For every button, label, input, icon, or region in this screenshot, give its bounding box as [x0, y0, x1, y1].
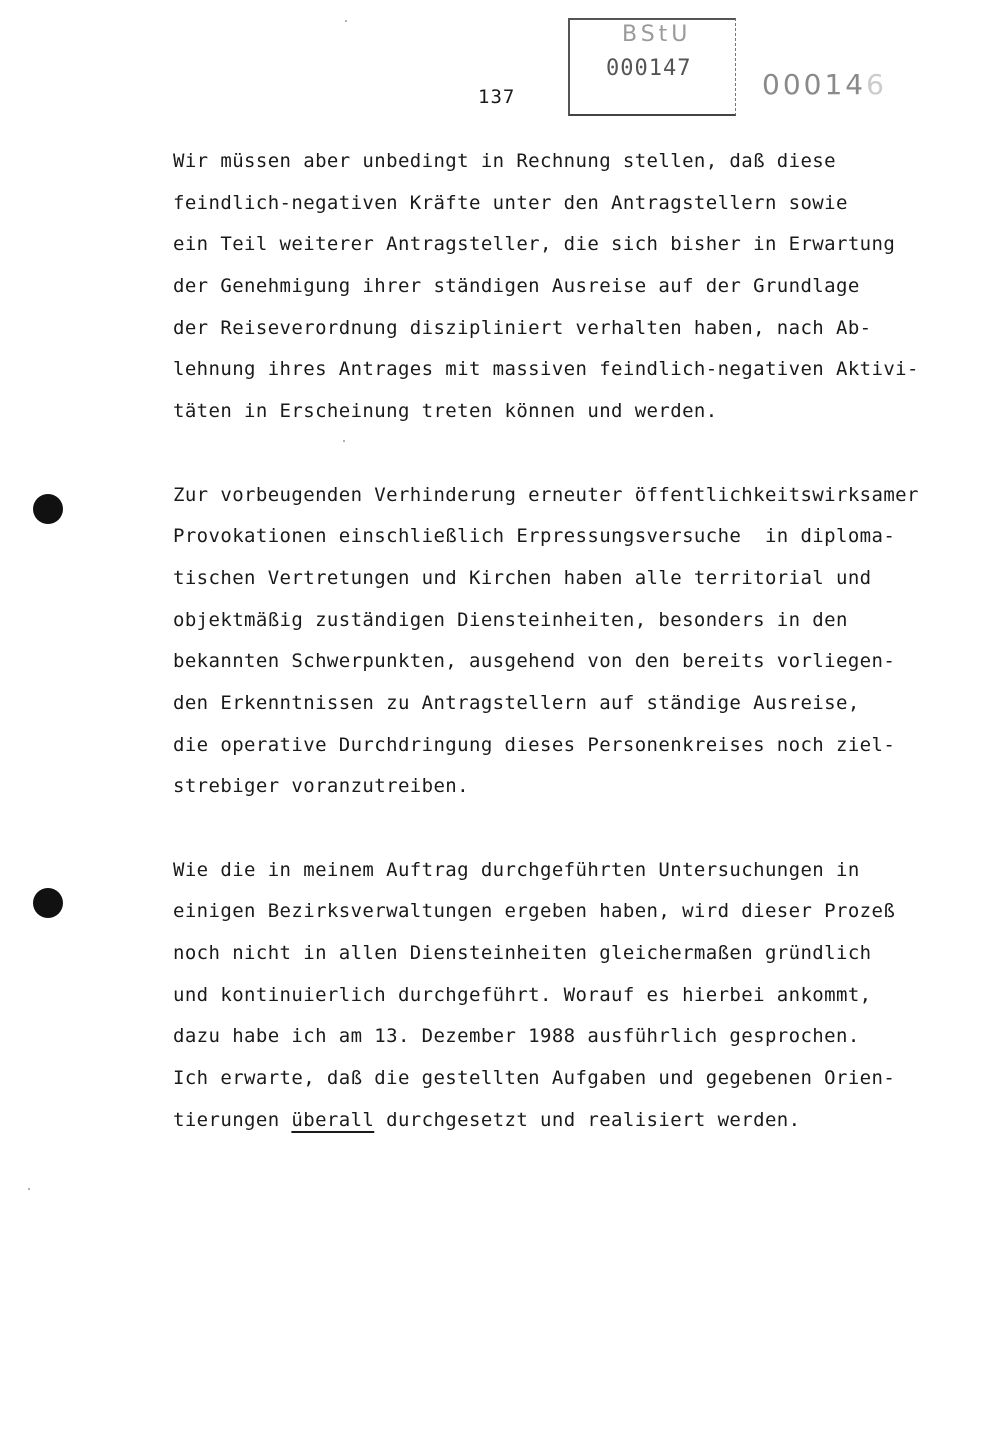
text-line: Wir müssen aber unbedingt in Rechnung stellen, daß diese: [173, 150, 836, 172]
text-line: täten in Erscheinung treten können und werden.: [173, 400, 718, 423]
paragraph-1: [173, 141, 973, 433]
text-line: die operative Durchdringung dieses Personenkreises noch ziel-: [173, 733, 896, 756]
text-line: strebiger voranzutreiben.: [173, 775, 469, 798]
text-line-last: [173, 1100, 973, 1142]
text-line: und kontinuierlich durchgeführt. Worauf es hierbei ankommt,: [173, 983, 872, 1006]
text-line: der Genehmigung ihrer ständigen Ausreise auf der Grundlage: [173, 275, 860, 298]
emphasized-word: überall: [291, 1108, 375, 1131]
archive-number: [762, 68, 887, 101]
text-line: der Reiseverordnung diszipliniert verhalten haben, nach Ab-: [173, 316, 872, 339]
text-line: objektmäßig zuständigen Diensteinheiten, besonders in den: [173, 608, 848, 631]
scan-speck: [345, 20, 347, 22]
bullet-dot-icon: [33, 494, 63, 524]
scan-speck: [28, 1188, 30, 1190]
text-line: feindlich-negativen Kräfte unter den Antragstellern sowie: [173, 191, 848, 214]
archive-number-faded: 6: [866, 68, 887, 101]
text-line: einigen Bezirksverwaltungen ergeben haben, wird dieser Prozeß: [173, 900, 896, 923]
text-line: lehnung ihres Antrages mit massiven feindlich-negativen Aktivi-: [173, 358, 919, 381]
text-segment: tierungen: [173, 1108, 292, 1131]
text-line: tischen Vertretungen und Kirchen haben alle territorial und: [173, 566, 872, 589]
text-line: dazu habe ich am 13. Dezember 1988 ausführlich gesprochen.: [173, 1025, 860, 1048]
text-line: noch nicht in allen Diensteinheiten gleichermaßen gründlich: [173, 942, 872, 965]
archive-number-main: 00014: [762, 68, 867, 101]
text-line: ein Teil weiterer Antragsteller, die sich bisher in Erwartung: [173, 233, 896, 256]
bullet-dot-icon: [33, 888, 63, 918]
text-line: den Erkenntnissen zu Antragstellern auf ständige Ausreise,: [173, 691, 860, 714]
text-line: Provokationen einschließlich Erpressungsversuche in diploma-: [173, 525, 896, 548]
text-line: Wie die in meinem Auftrag durchgeführten Untersuchungen in: [173, 858, 860, 881]
stamp-number: 000147: [606, 56, 692, 81]
text-line: bekannten Schwerpunkten, ausgehend von den bereits vorliegen-: [173, 650, 896, 673]
text-line: Zur vorbeugenden Verhinderung erneuter öffentlichkeitswirksamer: [173, 483, 919, 506]
paragraph-3: [173, 850, 973, 1142]
text-line: Ich erwarte, daß die gestellten Aufgaben und gegebenen Orien-: [173, 1067, 896, 1090]
page-number: 137: [478, 86, 516, 108]
stamp-title: BStU: [622, 22, 692, 47]
paragraph-2: [173, 475, 973, 809]
text-segment: durchgesetzt und realisiert werden.: [374, 1108, 801, 1131]
document-body: [173, 141, 973, 1142]
